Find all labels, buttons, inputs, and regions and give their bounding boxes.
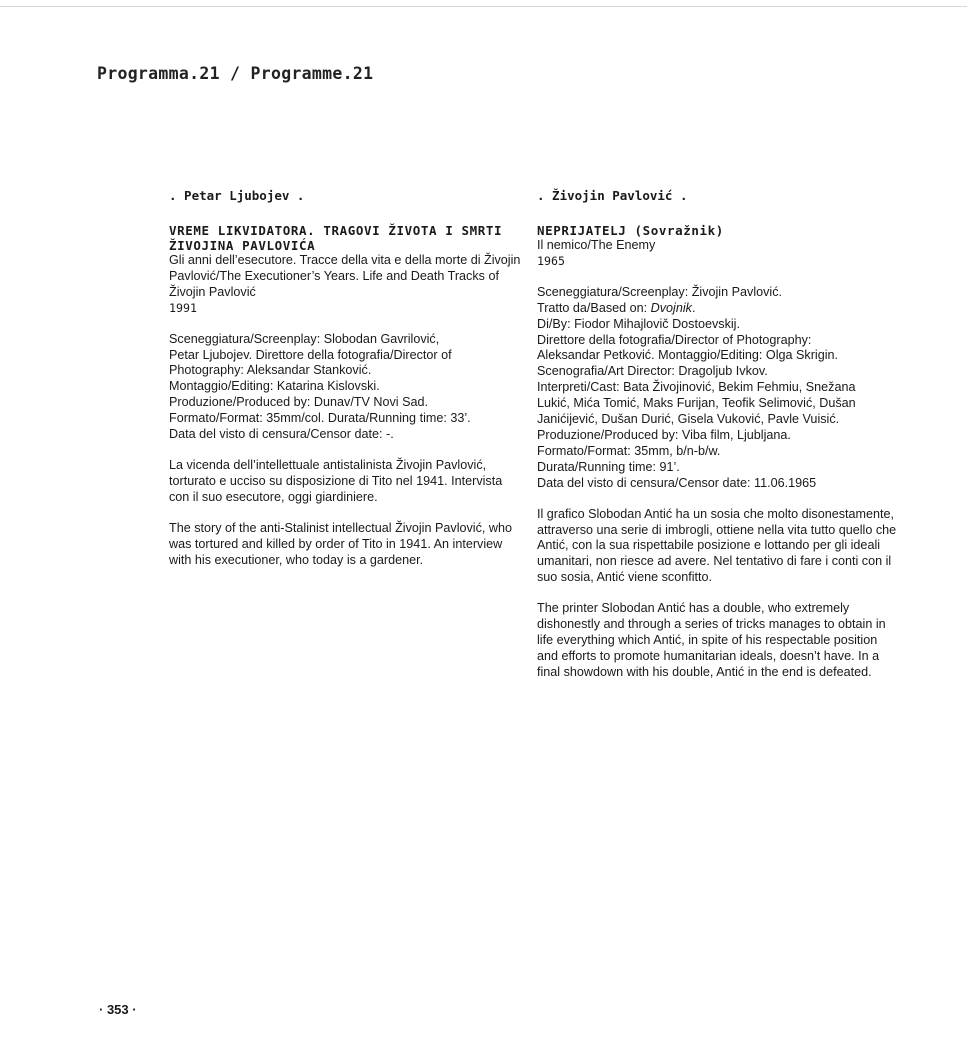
director-name: . Petar Ljubojev .: [169, 188, 305, 203]
film-subtitle: Gli anni dell’esecutore. Tracce della vita e della morte di Živojin Pavlović/The Executioner’s Years. Life and Death Tracks of Živojin Pavlović: [169, 253, 521, 299]
page-title: Programma.21 / Programme.21: [97, 64, 374, 83]
credits-block: [537, 285, 897, 492]
credit-line: Scenografia/Art Director: Dragoljub Ivkov.: [537, 364, 768, 379]
credit-line: Direttore della fotografia/Director of Photography:: [537, 332, 812, 347]
film-entry-right: [537, 188, 897, 681]
synopsis-italian: Il grafico Slobodan Antić ha un sosia che molto disonestamente, attraverso una serie di imbrogli, ottiene nella vita tutto quello che Antić, con la sua rispettabile posizione e lottando per gli ideali umanitari, non riesce ad avere. Nel tentativo di fare i conti con il suo sosia, Antić viene sconfitto.: [537, 506, 897, 585]
credit-line: Petar Ljubojev. Direttore della fotografia/Director of: [169, 347, 452, 362]
credit-line: Lukić, Mića Tomić, Maks Furijan, Teofik Selimović, Dušan: [537, 396, 856, 411]
credit-line: Photography: Aleksandar Stanković.: [169, 363, 372, 378]
director-name: . Živojin Pavlović .: [537, 188, 688, 203]
credits-block: [169, 332, 521, 443]
credit-line: Sceneggiatura/Screenplay: Živojin Pavlović.: [537, 284, 783, 299]
based-on-title: Dvojnik: [650, 300, 692, 315]
credit-line: Aleksandar Petković. Montaggio/Editing: Olga Skrigin.: [537, 348, 839, 363]
credit-line: Di/By: Fiodor Mihajlovič Dostoevskij.: [537, 316, 740, 331]
credit-line: Formato/Format: 35mm, b/n-b/w.: [537, 443, 721, 458]
based-on-suffix: .: [691, 300, 696, 315]
film-year: 1965: [537, 253, 565, 268]
credit-line: Produzione/Produced by: Viba film, Ljubljana.: [537, 427, 791, 442]
credit-line: Data del visto di censura/Censor date: -.: [169, 427, 394, 442]
credit-line: Produzione/Produced by: Dunav/TV Novi Sad.: [169, 395, 429, 410]
film-entry-left: [169, 188, 521, 568]
credit-line: Formato/Format: 35mm/col. Durata/Running time: 33’.: [169, 411, 471, 426]
film-title: VREME LIKVIDATORA. TRAGOVI ŽIVOTA I SMRTI ŽIVOJINA PAVLOVIĆA: [169, 223, 503, 253]
based-on-prefix: Tratto da/Based on:: [537, 300, 651, 315]
film-title: NEPRIJATELJ (Sovražnik): [537, 223, 724, 238]
credit-line: Data del visto di censura/Censor date: 11.06.1965: [537, 475, 817, 490]
credit-line: Sceneggiatura/Screenplay: Slobodan Gavrilović,: [169, 331, 440, 346]
film-year: 1991: [169, 300, 197, 315]
credit-line: Interpreti/Cast: Bata Živojinović, Bekim Fehmiu, Snežana: [537, 380, 856, 395]
credit-line: Janićijević, Dušan Durić, Gisela Vuković, Pavle Vuisić.: [537, 412, 840, 427]
page-number: · 353 ·: [99, 1002, 137, 1017]
credit-line: Montaggio/Editing: Katarina Kislovski.: [169, 379, 380, 394]
credit-line: Durata/Running time: 91’.: [537, 459, 680, 474]
film-subtitle: Il nemico/The Enemy: [537, 238, 656, 252]
synopsis-english: The story of the anti-Stalinist intellectual Živojin Pavlović, who was tortured and killed by order of Tito in 1941. An interview with his executioner, who today is a gardener.: [169, 520, 512, 567]
synopsis-english: The printer Slobodan Antić has a double, who extremely dishonestly and through a series of tricks manages to obtain in life everything which Antić, in spite of his respectable position and efforts to promote humanitarian ideals, doesn’t have. In a final showdown with his double, Antić in the end is defeated.: [537, 601, 886, 679]
based-on-line: [537, 301, 897, 317]
synopsis-italian: La vicenda dell’intellettuale antistalinista Živojin Pavlović, torturato e ucciso su disposizione di Tito nel 1941. Intervista con il suo esecutore, oggi giardiniere.: [169, 457, 503, 504]
top-rule: [0, 6, 967, 7]
